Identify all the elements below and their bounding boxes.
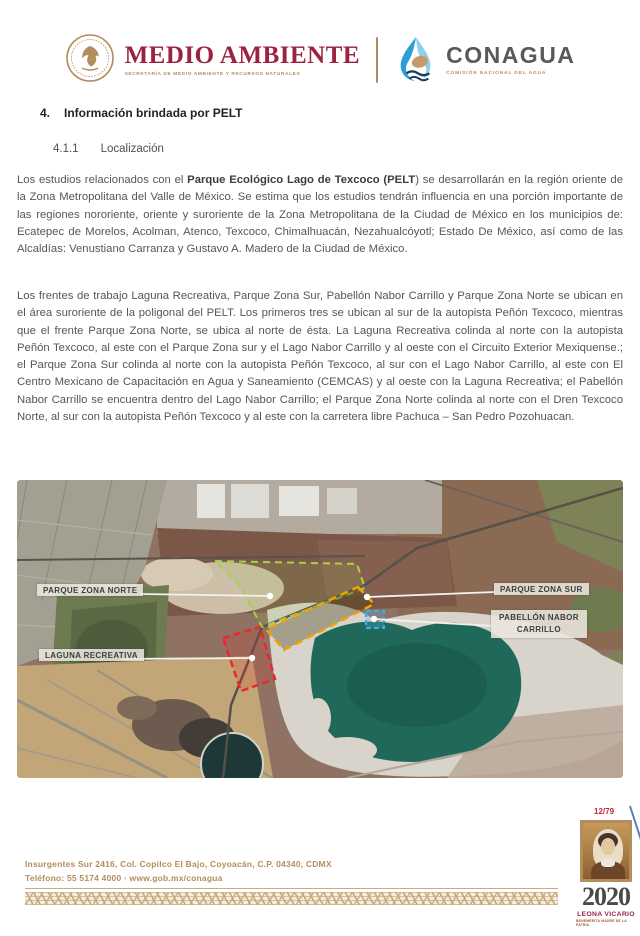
map-label-laguna-recreativa: LAGUNA RECREATIVA — [39, 649, 144, 661]
conagua-title: CONAGUA — [446, 42, 576, 68]
leona-vicario-portrait — [580, 820, 632, 882]
conagua-logo — [394, 33, 575, 88]
map-label-pabellon-nabor-carrillo: PABELLÓN NABOR CARRILLO — [491, 610, 587, 638]
paragraph-localizacion-2: Los frentes de trabajo Laguna Recreativa, Parque Zona Sur, Pabellón Nabor Carrillo y Parque Zona Norte se ubican en el área suroriente de la poligonal del PELT. Los primeros tres se ubican al sur de la autopista Peñón Texcoco, mientras que el frente Parque Zona Norte, se ubica al norte de ésta. La Laguna Recreativa colinda al norte con la autopista Peñón Texcoco, al este con el Parque Zona sur y el Lago Nabor Carrillo y al oeste con el Circuito Exterior Mexiquense.; el Parque Zona Sur colinda al norte con la autopista Peñón Texcoco, al sur con el Lago Nabor Carrillo, al este con El Centro Mexicano de Capacitación en Agua y Saneamiento (CEMCAS) y al oeste con la Laguna Recreativa; el Pabellón Nabor Carrillo se encuentra dentro del Lago Nabor Carrillo; el Parque Zona Norte colinda al norte con el Dren Texcoco Norte, al sur con la autopista Peñón Texcoco y al este con la carretera libre Pachuca – San Pedro Pozohuacan. — [17, 290, 623, 424]
leona-vicario-emblem — [576, 820, 636, 927]
emblem-year: 2020 — [582, 882, 630, 911]
section-title: Información brindada por PELT — [64, 106, 243, 120]
subsection-number: 4.1.1 — [53, 143, 79, 155]
subsection-heading — [53, 143, 164, 155]
emblem-caption: BENEMÉRITA MADRE DE LA PATRIA — [576, 919, 627, 927]
header-divider — [376, 37, 378, 83]
pelt-bold-text: Parque Ecológico Lago de Texcoco (PELT — [187, 174, 416, 186]
satellite-map-figure — [17, 480, 623, 778]
medio-ambiente-title: MEDIO AMBIENTE — [124, 42, 361, 69]
semarnat-seal-icon — [65, 33, 115, 88]
footer-address — [25, 857, 332, 885]
page-number: 12/79 — [594, 807, 615, 816]
section-number: 4. — [40, 106, 51, 120]
medio-ambiente-subtitle: SECRETARÍA DE MEDIO AMBIENTE Y RECURSOS NATURALES — [124, 72, 301, 77]
conagua-waterdrop-icon — [394, 33, 438, 88]
map-label-parque-zona-norte: PARQUE ZONA NORTE — [37, 584, 143, 596]
footer-address-line2: Teléfono: 55 5174 4000 · www.gob.mx/conagua — [25, 873, 223, 883]
subsection-title: Localización — [100, 143, 164, 155]
footer-address-line1: Insurgentes Sur 2416, Col. Copilco El Bajo, Coyoacán, C.P. 04340, CDMX — [25, 859, 332, 869]
medio-ambiente-logo — [65, 33, 361, 88]
section-heading — [40, 106, 242, 120]
footer-aztec-pattern — [25, 892, 558, 905]
government-header — [0, 24, 640, 96]
conagua-subtitle: COMISIÓN NACIONAL DEL AGUA — [446, 71, 547, 76]
map-label-parque-zona-sur: PARQUE ZONA SUR — [494, 583, 589, 595]
paragraph-localizacion-1: Los estudios relacionados con el Parque Ecológico Lago de Texcoco (PELT) se desarrollarán en la región oriente de la Zona Metropolitana del Valle de México. Se estima que los estudios tendrán influencia en una porción importante de las regiones nororiente, oriente y suroriente de la Zona Metropolitana de la Ciudad de México en los municipios de: Ecatepec de Morelos, Acolman, Atenco, Texcoco, Chimalhuacán, Nezahualcóyotl; Estado De México, así como de las Alcaldías: Venustiano Carranza y Gustavo A. Madero de la Ciudad de México. — [17, 174, 623, 256]
emblem-name: LEONA VICARIO — [577, 911, 635, 918]
footer-rule — [25, 888, 558, 889]
